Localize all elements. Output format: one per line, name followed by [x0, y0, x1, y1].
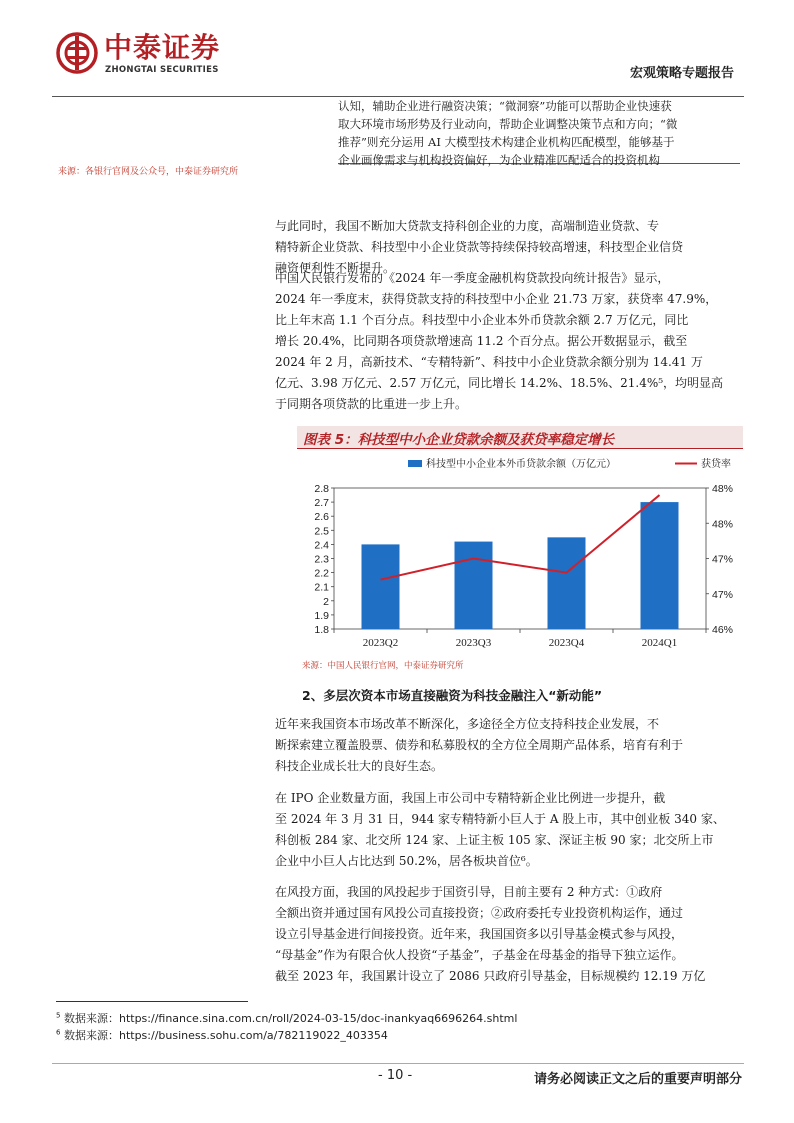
x-tick-label: 2023Q4: [548, 637, 585, 649]
text-line: 全额出资并通过国有风投公司直接投资；②政府委托专业投资机构运作，通过: [275, 906, 684, 920]
text-line: 2024 年 2 月，高新技术、“专精特新”、科技中小企业贷款余额分别为 14.41 万: [275, 355, 703, 369]
paragraph-venture-capital: [275, 882, 740, 987]
text-line: 与此同时，我国不断加大贷款支持科创企业的力度，高端制造业贷款、专: [275, 219, 660, 233]
text-line: 近年来我国资本市场改革不断深化，多途径全方位支持科技企业发展，不: [275, 717, 660, 731]
y-left-tick-label: 1.9: [314, 609, 329, 622]
text-line: 设立引导基金进行间接投资。近年来，我国国资多以引导基金模式参与风投，: [275, 927, 684, 941]
x-tick-label: 2024Q1: [641, 637, 678, 649]
y-left-tick-label: 2.8: [314, 483, 329, 495]
y-right-tick-label: 48%: [712, 483, 734, 495]
footnote: [56, 1010, 517, 1026]
logo-text-en: ZHONGTAI SECURITIES: [105, 65, 219, 75]
y-right-tick-label: 48%: [712, 518, 734, 531]
footnote-divider: [56, 1001, 248, 1002]
text-line: 科技企业成长壮大的良好生态。: [275, 759, 444, 773]
footnote: [56, 1027, 388, 1043]
chart-title-bar: [297, 426, 743, 449]
paragraph-capital-market: [275, 714, 740, 777]
y-right-tick-label: 47%: [712, 553, 734, 566]
paragraph-ipo: [275, 788, 740, 872]
text-line: 中国人民银行发布的《2024 年一季度金融机构贷款投向统计报告》显示，: [275, 271, 670, 285]
chart-title: 图表 5：科技型中小企业贷款余额及获贷率稳定增长: [303, 432, 615, 448]
text-line: 在 IPO 企业数量方面，我国上市公司中专精特新企业比例进一步提升，截: [275, 791, 666, 805]
y-left-tick-label: 1.8: [314, 624, 329, 636]
bar: [641, 502, 679, 629]
y-left-tick-label: 2.3: [314, 553, 329, 566]
text-line: 亿元、3.98 万亿元、2.57 万亿元，同比增长 14.2%、18.5%、21.4%⁵，均明显高: [275, 376, 724, 390]
report-type: 宏观策略专题报告: [629, 66, 734, 81]
legend-swatch-bars: [408, 460, 422, 467]
table-source: 来源：各银行官网及公众号，中泰证券研究所: [58, 167, 239, 177]
text-line: 企业中小巨人占比达到 50.2%，居各板块首位⁶。: [275, 854, 538, 868]
bar: [362, 544, 400, 629]
text-line: 2024 年一季度末，获得贷款支持的科技型中小企业 21.73 万家，获贷率 47.9%，: [275, 292, 718, 306]
company-logo: [56, 30, 246, 80]
table-continuation-cell: [338, 96, 740, 167]
text-line: 认知，辅助企业进行融资决策；“微洞察”功能可以帮助企业快速获: [338, 99, 672, 113]
footnote-number: 6: [56, 1028, 61, 1037]
series-line: [381, 495, 660, 580]
y-left-tick-label: 2.4: [314, 539, 329, 552]
footnote-number: 5: [56, 1011, 61, 1020]
text-line: 企业画像需求与机构投资偏好，为企业精准匹配适合的投资机构: [338, 153, 660, 167]
paragraph-pboc-report: [275, 268, 740, 415]
x-tick-label: 2023Q2: [362, 637, 399, 649]
text-line: 推荐”则充分运用 AI 大模型技术构建企业机构匹配模型，能够基于: [338, 135, 675, 149]
legend-label-bars: 科技型中小企业本外币贷款余额（万亿元）: [426, 459, 616, 470]
text-line: 精特新企业贷款、科技型中小企业贷款等持续保持较高增速，科技型企业信贷: [275, 240, 684, 254]
y-right-tick-label: 46%: [712, 624, 734, 636]
text-line: 在风投方面，我国的风投起步于国资引导，目前主要有 2 种方式：①政府: [275, 885, 663, 899]
section-heading: 2、多层次资本市场直接融资为科技金融注入“新动能”: [302, 688, 603, 703]
text-line: 截至 2023 年，我国累计设立了 2086 只政府引导基金，目标规模约 12.19 万亿: [275, 969, 706, 983]
y-right-tick-label: 47%: [712, 588, 734, 601]
y-left-tick-label: 2.7: [314, 497, 329, 510]
text-line: “母基金”作为有限合伙人投资“子基金”，子基金在母基金的指导下独立运作。: [275, 948, 684, 962]
text-line: 增长 20.4%，比同期各项贷款增速高 11.2 个百分点。据公开数据显示，截至: [275, 334, 688, 348]
text-line: 科创板 284 家、北交所 124 家、上证主板 105 家、深证主板 90 家；北交所上市: [275, 833, 714, 847]
y-left-tick-label: 2.6: [314, 511, 329, 524]
text-line: 融资便利性不断提升。: [275, 261, 396, 275]
logo-mark-icon: [56, 32, 98, 74]
text-line: 比上年末高 1.1 个百分点。科技型中小企业本外币贷款余额 2.7 万亿元，同比: [275, 313, 689, 327]
text-line: 断探索建立覆盖股票、债券和私募股权的全方位全周期产品体系，培育有利于: [275, 738, 684, 752]
y-left-tick-label: 2.2: [314, 567, 329, 580]
text-line: 至 2024 年 3 月 31 日，944 家专精特新小巨人于 A 股上市，其中创业板 340 家、: [275, 812, 725, 826]
bar: [548, 537, 586, 629]
bar: [455, 542, 493, 629]
logo-text-cn: 中泰证券: [104, 31, 221, 64]
disclaimer-notice: 请务必阅读正文之后的重要声明部分: [533, 1072, 742, 1087]
text-line: 于同期各项贷款的比重进一步上升。: [275, 397, 468, 411]
footnote-link[interactable]: 数据来源：https://finance.sina.com.cn/roll/2024-03-15/doc-inankyaq6696264.shtml: [63, 1012, 518, 1025]
legend-label-line: 获贷率: [701, 459, 731, 470]
text-line: 取大环境市场形势及行业动向，帮助企业调整决策节点和方向；“微: [338, 117, 678, 131]
y-left-tick-label: 2: [323, 595, 329, 608]
y-left-tick-label: 2.1: [314, 581, 329, 594]
chart-source: 来源：中国人民银行官网，中泰证券研究所: [302, 661, 464, 671]
footer-divider: [52, 1063, 744, 1064]
combo-chart: [297, 452, 743, 658]
y-left-tick-label: 2.5: [314, 525, 329, 538]
footnote-link[interactable]: 数据来源：https://business.sohu.com/a/782119022_403354: [63, 1029, 388, 1042]
page-number: - 10 -: [378, 1068, 413, 1083]
x-tick-label: 2023Q3: [455, 637, 492, 649]
